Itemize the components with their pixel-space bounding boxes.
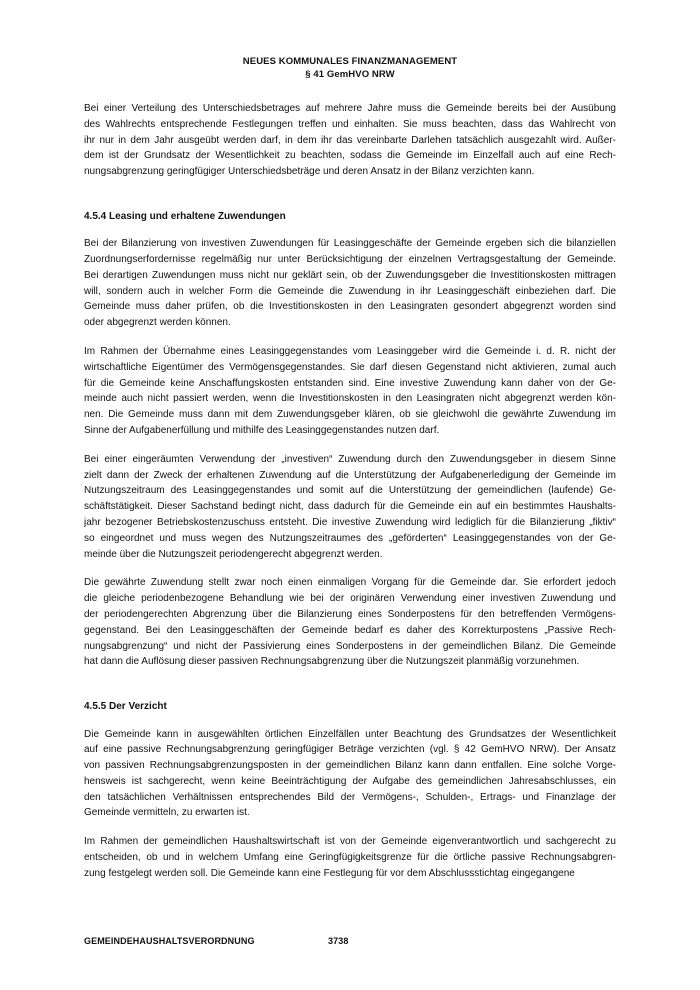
- text-line: will, sondern auch in welcher Form die Gemeinde die Zuwendung in ihr Leasinggeschäft einbeziehen darf. Die: [84, 285, 616, 297]
- header-title-line2: § 41 GemHVO NRW: [305, 69, 395, 80]
- text-line: schäftstätigkeit. Dieser Sachstand bedingt nicht, dass dadurch für die Gemeinde ein auf ein bestimmtes Haushalts-: [84, 501, 616, 513]
- footer-page-number: 3738: [328, 936, 349, 946]
- text-line: ihr nur in dem Jahr ausgeübt werden darf, in dem ihr das vereinbarte Darlehen tatsächlich ausgezahlt wird. Außer-: [84, 134, 616, 146]
- text-line: dem ist der Grundsatz der Wesentlichkeit zu beachten, sodass die Gemeinde im Einzelfall auch auf eine Rech-: [84, 150, 616, 162]
- text-line: des Wahlrechts entsprechende Festlegungen treffen und einhalten. Sie muss beachten, dass das Wahlrecht von: [84, 118, 616, 130]
- text-line: Sinne der Aufgabenerfüllung und mithilfe des Leasinggegenstandes nutzen darf.: [84, 425, 440, 437]
- text-line: meinde über die Nutzungszeit periodengerecht abgegrenzt werden.: [84, 548, 383, 560]
- text-line: nungsabgrenzung geringfügiger Unterschiedsbeträge und deren Ansatz in der Bilanz verzichten kann.: [84, 166, 535, 178]
- text-line: Im Rahmen der gemeindlichen Haushaltswirtschaft ist von der Gemeinde eigenverantwortlich und sachgerecht zu: [84, 836, 616, 848]
- text-line: von passiven Rechnungsabgrenzungsposten in der gemeindlichen Bilanz kann dann entfallen. Eine solche Vorge-: [84, 760, 616, 772]
- section-heading: 4.5.5 Der Verzicht: [84, 701, 167, 713]
- text-line: auf eine passive Rechnungsabgrenzung geringfügiger Beträge verzichten (vgl. § 42 GemHVO NRW). Der Ansatz: [84, 744, 616, 756]
- text-line: Bei einer eingeräumten Verwendung der „investiven“ Zuwendung durch den Zuwendungsgeber in diesem Sinne: [84, 453, 616, 465]
- text-line: Die Gemeinde kann in ausgewählten örtlichen Einzelfällen unter Beachtung des Grundsatzes der Wesentlichkeit: [84, 728, 616, 740]
- text-line: Gemeinde vermitteln, zu erwarten ist.: [84, 807, 250, 819]
- text-line: zung festgelegt werden soll. Die Gemeinde kann eine Festlegung für vor dem Abschlussstichtag eingegangene: [84, 867, 575, 879]
- paragraph: [84, 344, 616, 439]
- text-line: oder abgegrenzt werden können.: [84, 317, 231, 329]
- text-line: meinde auch nicht passiert werden, wenn die Investitionskosten in den Leasingraten nicht abgegrenzt werden kön-: [84, 393, 616, 405]
- text-line: so eingeordnet und muss wegen des Nutzungszeitraumes des „geförderten“ Leasinggegenstandes von der Ge-: [84, 532, 616, 544]
- text-line: Zuordnungserfordernisse regelmäßig nur unter Berücksichtigung der einzelnen Vertragsgestaltung der Gemeinde.: [84, 254, 616, 266]
- text-line: jahr bezogener Betriebskostenzuschuss entsteht. Die investive Zuwendung wird lediglich für die Bilanzierung „fiktiv“: [84, 517, 616, 529]
- text-line: hensweis ist sachgerecht, wenn keine Beeinträchtigung der Aufgabe des gemeindlichen Jahresabschlusses, ein: [84, 775, 616, 787]
- text-line: Die gewährte Zuwendung stellt zwar noch einen einmaligen Vorgang für die Gemeinde dar. Sie erfordert jedoch: [84, 577, 616, 589]
- text-line: gegenstand. Bei den Leasinggeschäften der Gemeinde bedarf es daher des Korrekturpostens „Passive Rech-: [84, 624, 616, 636]
- text-line: Bei derartigen Zuwendungen muss nicht nur geklärt sein, ob der Zuwendungsgeber die Investitionskosten mittragen: [84, 269, 616, 281]
- text-line: nen. Die Gemeinde muss dann mit dem Zuwendungsgeber klären, ob sie gleichwohl die gewährte Zuwendung im: [84, 409, 616, 421]
- paragraph: [84, 452, 616, 563]
- text-line: Gemeinde muss daher prüfen, ob die Investitionskosten in den Leasingraten gesondert abgegrenzt worden sind: [84, 301, 616, 313]
- text-line: Bei der Bilanzierung von investiven Zuwendungen für Leasinggeschäfte der Gemeinde ergeben sich die bilanziellen: [84, 238, 616, 250]
- text-line: der periodengerechten Abgrenzung über die Bilanzierung eines Sonderpostens für den betreffenden Vermögens-: [84, 609, 616, 621]
- paragraph: [84, 727, 616, 822]
- document-body: [84, 101, 616, 895]
- text-line: Nutzungszeitraum des Leasinggegenstandes und somit auf die Unterstützung der gemeindlichen (laufende) Ge-: [84, 485, 616, 497]
- paragraph: [84, 236, 616, 331]
- paragraph: [84, 575, 616, 670]
- text-line: Bei einer Verteilung des Unterschiedsbetrages auf mehrere Jahre muss die Gemeinde bereits bei der Ausübung: [84, 103, 616, 114]
- text-line: die gleiche periodenbezogene Behandlung wie bei der originären Verwendung einer investiven Zuwendung und: [84, 593, 616, 605]
- header-title-line1: NEUES KOMMUNALES FINANZMANAGEMENT: [242, 56, 458, 67]
- text-line: hat dann die Auflösung dieser passiven Rechnungsabgrenzung über die Nutzungszeit planmäßig vorzunehmen.: [84, 656, 580, 668]
- text-line: den tatsächlichen Verhältnissen entsprechendes Bild der Vermögens-, Schulden-, Ertrags- und Finanzlage der: [84, 791, 616, 803]
- text-line: Im Rahmen der Übernahme eines Leasinggegenstandes vom Leasinggeber wird die Gemeinde i. d. R. nicht der: [84, 346, 616, 358]
- text-line: entscheiden, ob und in welchem Umfang eine Geringfügigkeitsgrenze für die örtliche passive Rechnungsabgren-: [84, 852, 616, 864]
- document-footer: [84, 936, 616, 950]
- text-line: wirtschaftliche Eigentümer des Vermögensgegenstandes. Sie darf diesen Gegenstand nicht aktivieren, zumal auch: [84, 361, 616, 373]
- section-heading: 4.5.4 Leasing und erhaltene Zuwendungen: [84, 210, 286, 222]
- paragraph: [84, 101, 616, 180]
- text-line: zielt dann der Zweck der erhaltenen Zuwendung auf die Unterstützung der Aufgabenerledigung der Gemeinde im: [84, 469, 616, 481]
- paragraph: [84, 834, 616, 881]
- text-line: nungsabgrenzung“ und nicht der Passivierung eines Sonderpostens in der gemeindlichen Bilanz. Die Gemeinde: [84, 640, 616, 652]
- footer-title: GEMEINDEHAUSHALTSVERORDNUNG: [84, 936, 255, 946]
- document-header: [84, 55, 616, 81]
- text-line: für die Gemeinde keine Anschaffungskosten entstanden sind. Eine investive Zuwendung kann daher von der Ge-: [84, 377, 616, 389]
